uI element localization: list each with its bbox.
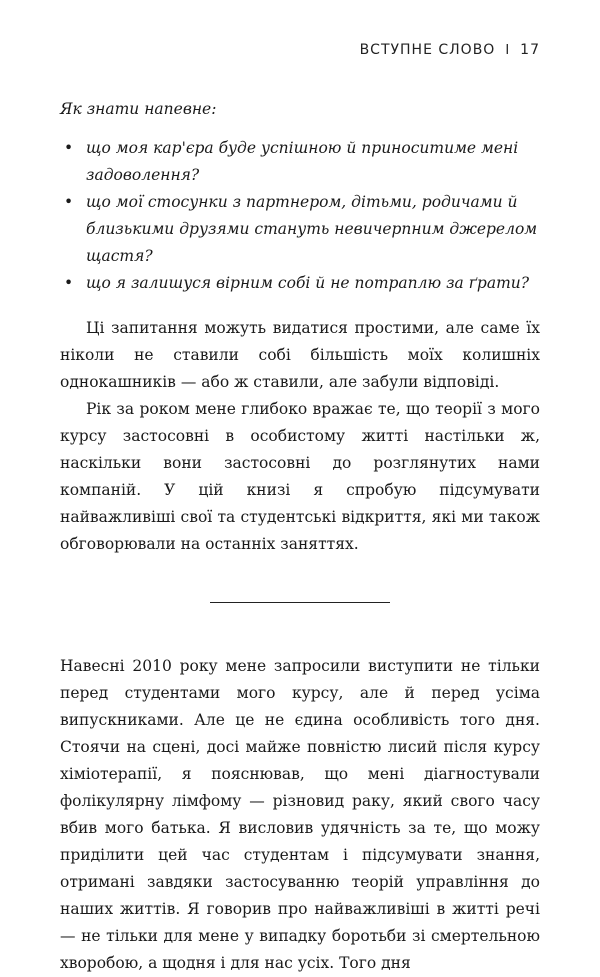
paragraph: Ці запитання можуть видатися простими, але саме їх ніколи не ставили собі більшість моїх колишніх однокашників — або ж ставили, але забули відповіді. <box>60 319 540 391</box>
page-body <box>60 96 540 977</box>
bullet-icon: • <box>64 139 74 157</box>
bullet-icon: • <box>64 274 74 292</box>
list-item <box>60 270 540 297</box>
running-header <box>360 42 540 58</box>
question-text: що мої стосунки з партнером, дітьми, родичами й близькими друзями стануть невичерпним джерелом щастя? <box>86 193 538 265</box>
section-title: ВСТУПНЕ СЛОВО <box>359 42 496 58</box>
section-divider <box>210 602 390 603</box>
page-number: 17 <box>520 42 540 58</box>
question-text: що моя кар'єра буде успішною й приноситиме мені задоволення? <box>86 139 519 184</box>
list-item <box>60 189 540 270</box>
intro-line: Як знати напевне: <box>60 100 217 118</box>
question-text: що я залишуся вірним собі й не потраплю за ґрати? <box>86 274 530 292</box>
paragraph: Рік за роком мене глибоко вражає те, що теорії з мого курсу застосовні в особистому житті настільки ж, наскільки вони застосовні до розглянутих нами компаній. У цій книзі я спробую підсумувати найважливіші свої та студентські відкриття, які ми також обговорювали на останніх заняттях. <box>60 400 540 553</box>
list-item <box>60 135 540 189</box>
paragraph: Навесні 2010 року мене запросили виступити не тільки перед студентами мого курсу, але й перед усіма випускниками. Але це не єдина особливість того дня. Стоячи на сцені, досі майже повністю лисий після курсу хіміотерапії, я пояснював, що мені діагностували фолікулярну лімфому — різновид раку, який свого часу вбив мого батька. Я висловив удячність за те, що можу приділити цей час студентам і підсумувати знання, отримані завдяки застосуванню теорій управління до наших життів. Я говорив про найважливіші в житті речі — не тільки для мене у випадку боротьби зі смертельною хворобою, а щодня і для нас усіх. Того дня <box>60 657 540 972</box>
header-separator: I <box>505 42 511 58</box>
bullet-icon: • <box>64 193 74 211</box>
question-list <box>60 135 540 297</box>
